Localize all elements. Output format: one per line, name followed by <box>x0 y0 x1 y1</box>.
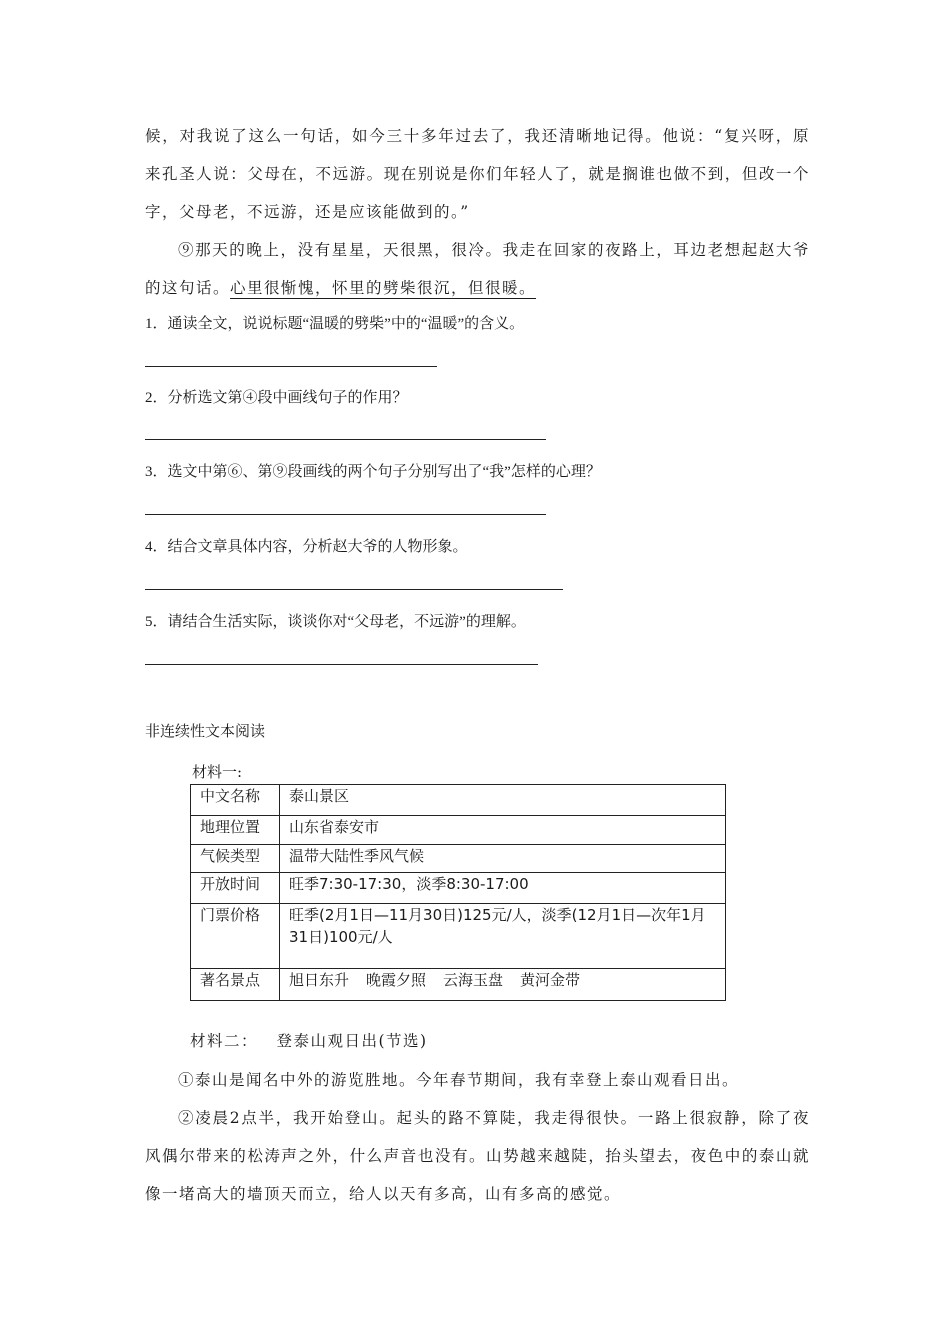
table-row <box>191 873 726 904</box>
material-2-title-line <box>190 1022 810 1060</box>
scenic-info-table <box>190 784 726 1001</box>
row-value-spots <box>280 969 726 1001</box>
passage-paragraph-8-continued: 候，对我说了这么一句话，如今三十多年过去了，我还清晰地记得。他说：“复兴呀，原来孔圣人说：父母在，不远游。现在别说是你们年轻人了，就是搁谁也做不到，但改一个字，父母老，不远游，还是应该能做到的。” <box>145 127 810 221</box>
material-2-paragraph-2: ②凌晨2点半，我开始登山。起头的路不算陡，我走得很快。一路上很寂静，除了夜风偶尔带来的松涛声之外，什么声音也没有。山势越来越陡，抬头望去，夜色中的泰山就像一堵高大的墙顶天而立，给人以天有多高，山有多高的感觉。 <box>145 1109 810 1203</box>
spot-item: 晚霞夕照 <box>366 971 427 989</box>
material-1-label: 材料一: <box>192 763 243 781</box>
row-key: 中文名称 <box>191 785 280 816</box>
question-2: 2．分析选文第④段中画线句子的作用？ <box>145 390 408 406</box>
table-row <box>191 845 726 873</box>
table-row <box>191 785 726 816</box>
question-5: 5．请结合生活实际，谈谈你对“父母老，不远游”的理解。 <box>145 614 526 630</box>
spot-item: 云海玉盘 <box>443 971 504 989</box>
row-key: 开放时间 <box>191 873 280 904</box>
question-1: 1．通读全文，说说标题“温暖的劈柴”中的“温暖”的含义。 <box>145 316 525 332</box>
answer-line-2[interactable] <box>145 439 546 440</box>
answer-line-4[interactable] <box>145 589 563 590</box>
passage-paragraph-9 <box>145 231 810 307</box>
material-2-title: 登泰山观日出(节选) <box>276 1032 428 1050</box>
spot-item: 旭日东升 <box>289 971 350 989</box>
table-row <box>191 904 726 969</box>
row-value: 温带大陆性季风气候 <box>280 845 726 873</box>
row-key: 著名景点 <box>191 969 280 1001</box>
row-value: 旺季(2月1日—11月30日)125元/人，淡季(12月1日—次年1月31日)100元/人 <box>280 904 726 969</box>
table-row <box>191 816 726 845</box>
table-row <box>191 969 726 1001</box>
row-value: 山东省泰安市 <box>280 816 726 845</box>
row-key: 气候类型 <box>191 845 280 873</box>
question-3: 3．选文中第⑥、第⑨段画线的两个句子分别写出了“我”怎样的心理？ <box>145 464 601 480</box>
row-value: 泰山景区 <box>280 785 726 816</box>
material-2-label: 材料二： <box>190 1032 259 1050</box>
answer-line-5[interactable] <box>145 664 538 665</box>
material-2-paragraph-1: ①泰山是闻名中外的游览胜地。今年春节期间，我有幸登上泰山观看日出。 <box>178 1071 740 1089</box>
paragraph-9-underlined-sentence: 心里很惭愧，怀里的劈柴很沉，但很暖。 <box>230 279 537 297</box>
answer-line-3[interactable] <box>145 514 546 515</box>
row-value: 旺季7:30-17:30，淡季8:30-17:00 <box>280 873 726 904</box>
row-key: 门票价格 <box>191 904 280 969</box>
paragraph-9-text: ⑨那天的晚上，没有星星，天很黑，很冷。我走在回家的夜路上，耳边老想起赵大爷的这句话。 <box>145 241 810 297</box>
answer-line-1[interactable] <box>145 366 437 367</box>
question-4: 4．结合文章具体内容，分析赵大爷的人物形象。 <box>145 539 468 555</box>
section-heading: 非连续性文本阅读 <box>145 722 266 740</box>
row-key: 地理位置 <box>191 816 280 845</box>
spot-item: 黄河金带 <box>520 971 581 989</box>
